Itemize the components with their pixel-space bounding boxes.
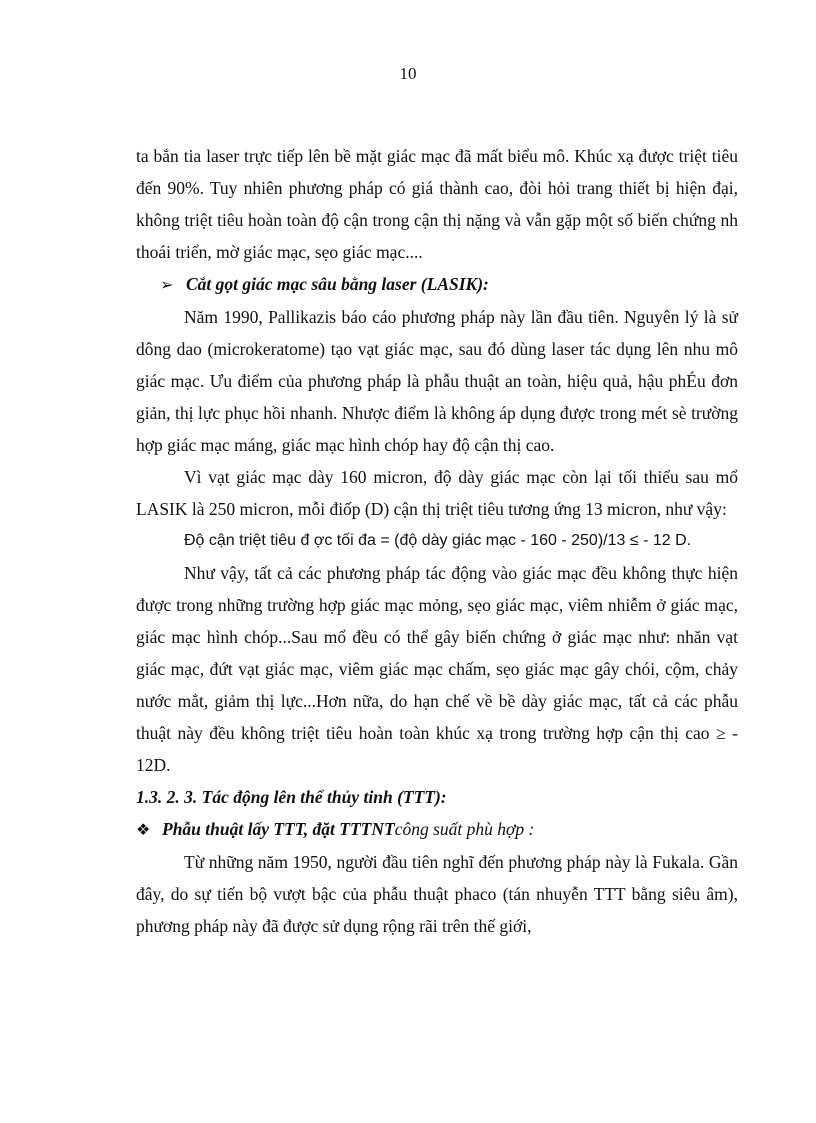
paragraph-4: Như vậy, tất cả các phương pháp tác động vào giác mạc đều không thực hiện được trong những trường hợp giác mạc mỏng, sẹo giác mạc, viêm nhiễm ở giác mạc, giác mạc hình chóp...Sau mổ đều có thể gây biến chứng ở giác mạc như: nhăn vạt giác mạc, đứt vạt giác mạc, viêm giác mạc chấm, sẹo giác mạc gây chói, cộm, chảy nước mắt, giảm thị lực...Hơn nữa, do hạn chế về bề dày giác mạc, tất cả các phẫu thuật này đều không triệt tiêu hoàn toàn khúc xạ trong trường hợp cận thị cao ≥ - 12D. (136, 563, 738, 775)
paragraph-1: ta bắn tia laser trực tiếp lên bề mặt giác mạc đã mất biểu mô. Khúc xạ được triệt tiêu đến 90%. Tuy nhiên phương pháp có giá thành cao, đòi hỏi trang thiết bị hiện đại, không triệt tiêu hoàn toàn độ cận trong cận thị nặng và vẫn gặp một số biến chứng nh thoái triển, mờ giác mạc, sẹo giác mạc.... (136, 146, 738, 262)
heading-ttt-surgery (136, 813, 738, 846)
heading-ttt-surgery-tail: công suất phù hợp : (394, 819, 535, 839)
diamond-bullet-icon: ❖ (136, 820, 151, 839)
page-number: 10 (399, 64, 417, 83)
paragraph-5: Từ những năm 1950, người đầu tiên nghĩ đến phương pháp này là Fukala. Gần đây, do sự tiến bộ vượt bậc của phẫu thuật phaco (tán nhuyễn TTT bằng siêu âm), phương pháp này đã được sử dụng rộng rãi trên thế giới, (136, 852, 738, 936)
paragraph-3: Vì vạt giác mạc dày 160 micron, độ dày giác mạc còn lại tối thiểu sau mổ LASIK là 250 micron, mỗi điốp (D) cận thị triệt tiêu tương ứng 13 micron, như vậy: (136, 467, 738, 519)
section-heading-1-3-2-3: 1.3. 2. 3. Tác động lên thể thủy tinh (TTT): (136, 787, 447, 807)
heading-lasik (160, 268, 738, 301)
paragraph-2: Năm 1990, Pallikazis báo cáo phương pháp này lần đầu tiên. Nguyên lý là sử dông dao (microkeratome) tạo vạt giác mạc, sau đó dùng laser tác dụng lên nhu mô giác mạc. Ưu điểm của phương pháp là phẫu thuật an toàn, hiệu quả, hậu phÉu đơn giản, thị lực phục hồi nhanh. Nhược điểm là không áp dụng được trong mét sè trường hợp giác mạc máng, giác mạc hình chóp hay độ cận thị cao. (136, 307, 738, 455)
formula-line: Độ cận triệt tiêu đ ợc tối đa = (độ dày giác mạc - 160 - 250)/13 ≤ - 12 D. (184, 532, 692, 549)
heading-lasik-text: Cắt gọt giác mạc sâu bằng laser (LASIK): (186, 274, 489, 294)
page-content (136, 140, 738, 942)
heading-ttt-surgery-text: Phẫu thuật lấy TTT, đặt TTTNT (162, 819, 395, 839)
arrow-bullet-icon: ➢ (160, 275, 174, 294)
